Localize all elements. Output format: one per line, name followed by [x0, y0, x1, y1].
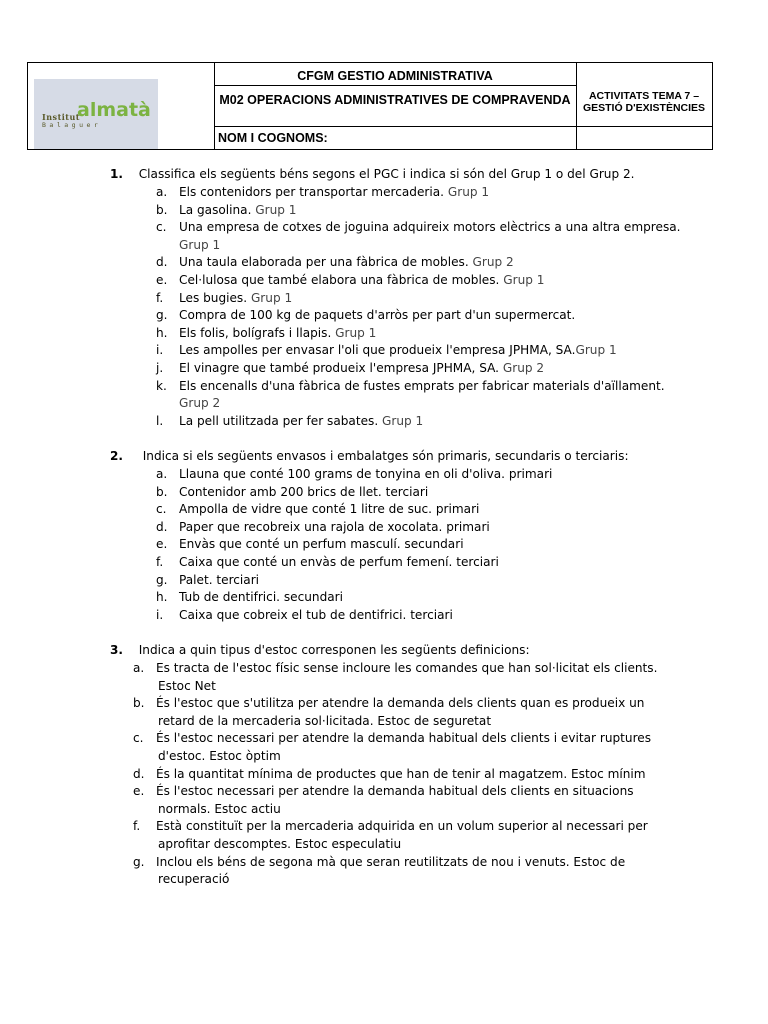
- header-right-column: [576, 63, 712, 149]
- list-item: [156, 519, 490, 536]
- logo-cell: [28, 63, 215, 149]
- list-item: [156, 342, 617, 359]
- item-answer: Grup 1: [382, 413, 424, 428]
- list-item-continuation: retard de la mercaderia sol·licitada. Estoc de seguretat: [158, 713, 492, 728]
- item-letter: h.: [156, 325, 168, 340]
- list-item: [156, 554, 499, 571]
- list-item-continuation: Estoc Net: [158, 678, 216, 693]
- item-text: Es tracta de l'estoc físic sense incloure les comandes que han sol·licitat els clients.: [156, 661, 658, 675]
- item-letter: c.: [156, 220, 167, 235]
- item-text: És l'estoc necessari per atendre la demanda habitual dels clients i evitar ruptures: [156, 731, 652, 746]
- item-text: La gasolina.: [179, 202, 252, 217]
- activity-title: ACTIVITATS TEMA 7 – GESTIÓ D'EXISTÈNCIES: [576, 63, 712, 127]
- list-item: [156, 307, 575, 324]
- item-text: Caixa que conté un envàs de perfum femení. terciari: [179, 555, 499, 569]
- header-middle-column: [214, 63, 577, 149]
- list-item: [156, 484, 428, 501]
- list-item: [133, 818, 648, 835]
- item-answer: Grup 1: [255, 202, 297, 217]
- list-item-continuation: aprofitar descomptes. Estoc especulatiu: [158, 837, 402, 851]
- item-letter: l.: [156, 413, 164, 428]
- item-letter: d.: [133, 766, 145, 781]
- item-letter: b.: [156, 202, 168, 217]
- list-item: [156, 290, 292, 307]
- item-text: És l'estoc necessari per atendre la demanda habitual dels clients en situacions: [156, 784, 634, 799]
- list-item: [156, 202, 297, 219]
- question-number: 3.: [110, 643, 124, 657]
- course-title: CFGM GESTIO ADMINISTRATIVA: [214, 63, 576, 86]
- item-letter: f.: [156, 555, 164, 569]
- list-item: [156, 589, 343, 606]
- item-letter: a.: [133, 661, 145, 675]
- item-answer: Grup 1: [250, 290, 293, 305]
- list-item: [133, 695, 644, 712]
- item-text: Paper que recobreix una rajola de xocolata. primari: [179, 519, 490, 534]
- list-item: [156, 572, 259, 589]
- module-title: M02 OPERACIONS ADMINISTRATIVES DE COMPRAVENDA: [214, 86, 576, 127]
- list-item-continuation: normals. Estoc actiu: [158, 801, 281, 816]
- list-item: [156, 607, 453, 624]
- question-number: 1.: [110, 167, 124, 181]
- question-text: Indica a quin tipus d'estoc corresponen les següents definicions:: [138, 643, 530, 657]
- item-text: Els folis, bolígrafs i llapis.: [179, 325, 332, 340]
- logo-word-balaguer: Balaguer: [42, 121, 102, 129]
- question-1: [110, 166, 635, 183]
- question-3: [110, 642, 530, 659]
- list-item-continuation: d'estoc. Estoc òptim: [158, 749, 281, 763]
- list-item: [156, 325, 376, 342]
- list-item: [156, 219, 681, 236]
- list-item: [156, 254, 514, 271]
- list-item-continuation: recuperació: [158, 872, 230, 887]
- institute-logo: [34, 79, 158, 149]
- question-number: 2.: [110, 449, 124, 463]
- list-item: [156, 378, 665, 395]
- item-letter: h.: [156, 590, 168, 605]
- list-item: [156, 184, 489, 201]
- list-item: [156, 413, 423, 430]
- item-letter: d.: [156, 255, 168, 270]
- list-item: [156, 360, 544, 377]
- item-letter: i.: [156, 343, 164, 358]
- item-text: Caixa que cobreix el tub de dentifrici. terciari: [179, 607, 453, 622]
- item-text: Una empresa de cotxes de joguina adquireix motors elèctrics a una altra empresa.: [179, 220, 681, 235]
- item-text: Contenidor amb 200 brics de llet. terciari: [179, 484, 429, 499]
- item-letter: c.: [156, 502, 167, 517]
- item-text: Compra de 100 kg de paquets d'arròs per part d'un supermercat.: [179, 308, 576, 323]
- list-item: [156, 501, 479, 518]
- item-text: Ampolla de vidre que conté 1 litre de suc. primari: [179, 502, 480, 517]
- list-item: [156, 536, 464, 553]
- item-answer: Grup 2: [502, 361, 545, 375]
- list-item-continuation: [179, 237, 220, 254]
- item-letter: a.: [156, 185, 168, 199]
- item-text: És l'estoc que s'utilitza per atendre la demanda dels clients quan es produeix un: [156, 696, 645, 711]
- item-answer: Grup 1: [335, 325, 377, 340]
- item-letter: b.: [156, 484, 168, 499]
- item-answer: Grup 1: [179, 237, 221, 252]
- name-field-label: NOM I COGNOMS:: [218, 131, 328, 145]
- item-text: Està constituït per la mercaderia adquirida en un volum superior al necessari per: [156, 819, 648, 834]
- item-answer: Grup 2: [472, 255, 514, 270]
- item-letter: e.: [133, 784, 145, 799]
- logo-word-almata: almatà: [77, 99, 151, 121]
- item-text: Palet. terciari: [179, 572, 260, 587]
- list-item: [133, 766, 646, 783]
- item-text: Tub de dentifrici. secundari: [179, 590, 344, 605]
- item-text: Cel·lulosa que també elabora una fàbrica de mobles.: [179, 273, 500, 287]
- item-text: Els encenalls d'una fàbrica de fustes emprats per fabricar materials d'aïllament.: [179, 378, 665, 393]
- document-header-table: [27, 62, 713, 150]
- item-letter: k.: [156, 378, 167, 393]
- list-item: [133, 783, 634, 800]
- question-2: [110, 448, 629, 465]
- item-letter: e.: [156, 273, 168, 287]
- item-letter: d.: [156, 519, 168, 534]
- item-text: Envàs que conté un perfum masculí. secundari: [179, 537, 464, 552]
- item-text: Una taula elaborada per una fàbrica de mobles.: [179, 255, 469, 270]
- item-answer: Grup 2: [179, 396, 221, 411]
- item-letter: i.: [156, 607, 164, 622]
- item-letter: g.: [133, 854, 145, 869]
- item-text: És la quantitat mínima de productes que han de tenir al magatzem. Estoc mínim: [156, 766, 646, 781]
- item-letter: b.: [133, 696, 145, 711]
- item-letter: g.: [156, 572, 168, 587]
- question-text: Classifica els següents béns segons el PGC i indica si són del Grup 1 o del Grup 2.: [138, 167, 635, 181]
- item-letter: c.: [133, 731, 144, 746]
- item-answer: Grup 1: [503, 273, 545, 287]
- item-answer: Grup 1: [447, 185, 490, 199]
- item-text: Els contenidors per transportar mercaderia.: [179, 185, 444, 199]
- item-text: El vinagre que també produeix l'empresa JPHMA, SA.: [179, 361, 499, 375]
- list-item: [156, 272, 545, 289]
- item-letter: j.: [156, 361, 164, 375]
- item-letter: e.: [156, 537, 168, 552]
- list-item: [133, 730, 651, 747]
- list-item: [133, 660, 657, 677]
- item-answer: Grup 1: [575, 343, 617, 358]
- item-text: La pell utilitzada per fer sabates.: [179, 413, 379, 428]
- logo-word-institut: Institut: [42, 112, 81, 122]
- item-text: Llauna que conté 100 grams de tonyina en oli d'oliva. primari: [179, 467, 553, 481]
- item-letter: g.: [156, 308, 168, 323]
- item-letter: f.: [156, 290, 164, 305]
- item-letter: f.: [133, 819, 141, 834]
- list-item-continuation: [179, 395, 220, 412]
- item-text: Les bugies.: [179, 290, 248, 305]
- list-item: [133, 854, 625, 871]
- list-item: [156, 466, 552, 483]
- question-text: Indica si els següents envasos i embalatges són primaris, secundaris o terciaris:: [142, 449, 629, 463]
- item-text: Inclou els béns de segona mà que seran reutilitzats de nou i venuts. Estoc de: [156, 854, 626, 869]
- item-text: Les ampolles per envasar l'oli que produeix l'empresa JPHMA, SA.: [179, 343, 576, 358]
- item-letter: a.: [156, 467, 168, 481]
